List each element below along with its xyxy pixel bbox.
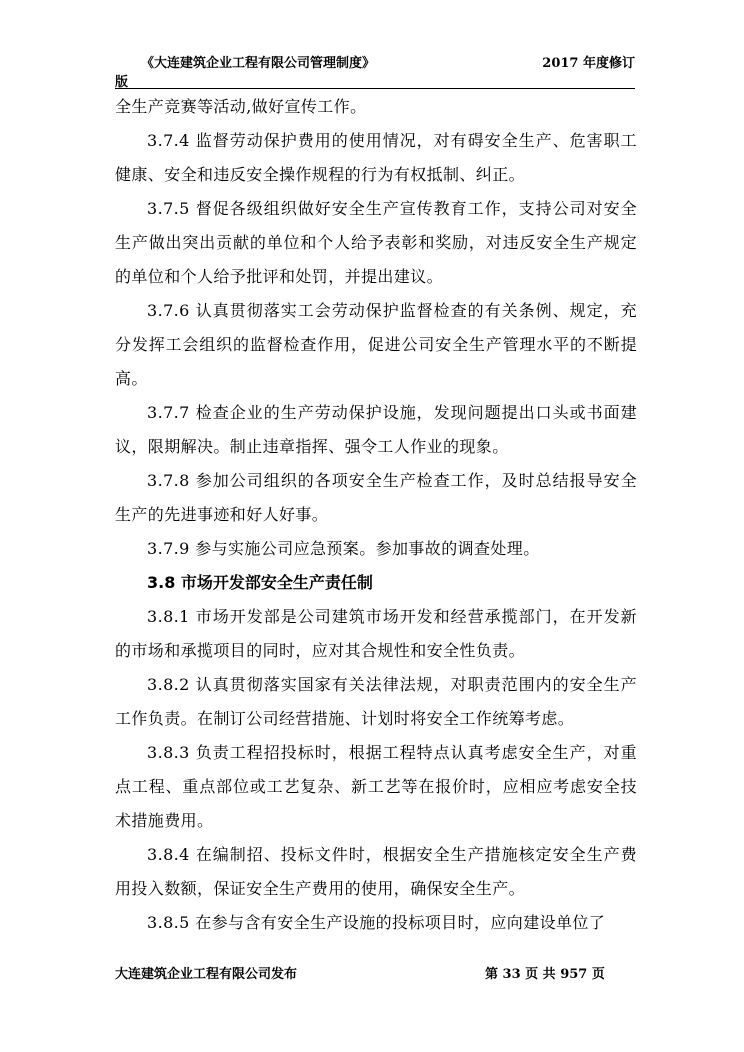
page-footer [115, 963, 635, 983]
section-heading-3-8: 3.8 市场开发部安全生产责任制 [147, 573, 373, 592]
clause-3-8-1: 3.8.1 市场开发部是公司建筑市场开发和经营承揽部门，在开发新的市场和承揽项目的同时，应对其合规性和安全性负责。 [115, 607, 637, 660]
revision-label-wrap: 版 [115, 75, 129, 90]
revision-label: 2017 年度修订 [542, 56, 635, 71]
clause-3-7-7: 3.7.7 检查企业的生产劳动保护设施，发现问题提出口头或书面建议，限期解决。制止违章指挥、强令工人作业的现象。 [115, 403, 637, 456]
clause-3-8-5: 3.8.5 在参与含有安全生产设施的投标项目时，应向建设单位了 [147, 913, 606, 932]
page-number: 第 33 页 共 957 页 [485, 967, 605, 982]
clause-3-8-2: 3.8.2 认真贯彻落实国家有关法律法规，对职责范围内的安全生产工作负责。在制订公司经营措施、计划时将安全工作统筹考虑。 [115, 675, 637, 728]
clause-3-7-9: 3.7.9 参与实施公司应急预案。参加事故的调查处理。 [147, 539, 540, 558]
clause-3-7-8: 3.7.8 参加公司组织的各项安全生产检查工作，及时总结报导安全生产的先进事迹和好人好事。 [115, 471, 637, 524]
paragraph: 全生产竞赛等活动,做好宣传工作。 [115, 97, 367, 116]
page-header [115, 52, 635, 89]
document-title: 《大连建筑企业工程有限公司管理制度》 [141, 56, 376, 71]
clause-3-7-6: 3.7.6 认真贯彻落实工会劳动保护监督检查的有关条例、规定，充分发挥工会组织的监督检查作用，促进公司安全生产管理水平的不断提高。 [115, 301, 637, 388]
clause-3-7-4: 3.7.4 监督劳动保护费用的使用情况，对有碍安全生产、危害职工健康、安全和违反安全操作规程的行为有权抵制、纠正。 [115, 131, 637, 184]
clause-3-7-5: 3.7.5 督促各级组织做好安全生产宣传教育工作，支持公司对安全生产做出突出贡献的单位和个人给予表彰和奖励，对违反安全生产规定的单位和个人给予批评和处罚，并提出建议。 [115, 199, 637, 286]
clause-3-8-4: 3.8.4 在编制招、投标文件时，根据安全生产措施核定安全生产费用投入数额，保证安全生产费用的使用，确保安全生产。 [115, 845, 637, 898]
page-body [115, 90, 637, 940]
publisher-label: 大连建筑企业工程有限公司发布 [115, 967, 298, 982]
clause-3-8-3: 3.8.3 负责工程招投标时，根据工程特点认真考虑安全生产，对重点工程、重点部位或工艺复杂、新工艺等在报价时，应相应考虑安全技术措施费用。 [115, 743, 637, 830]
